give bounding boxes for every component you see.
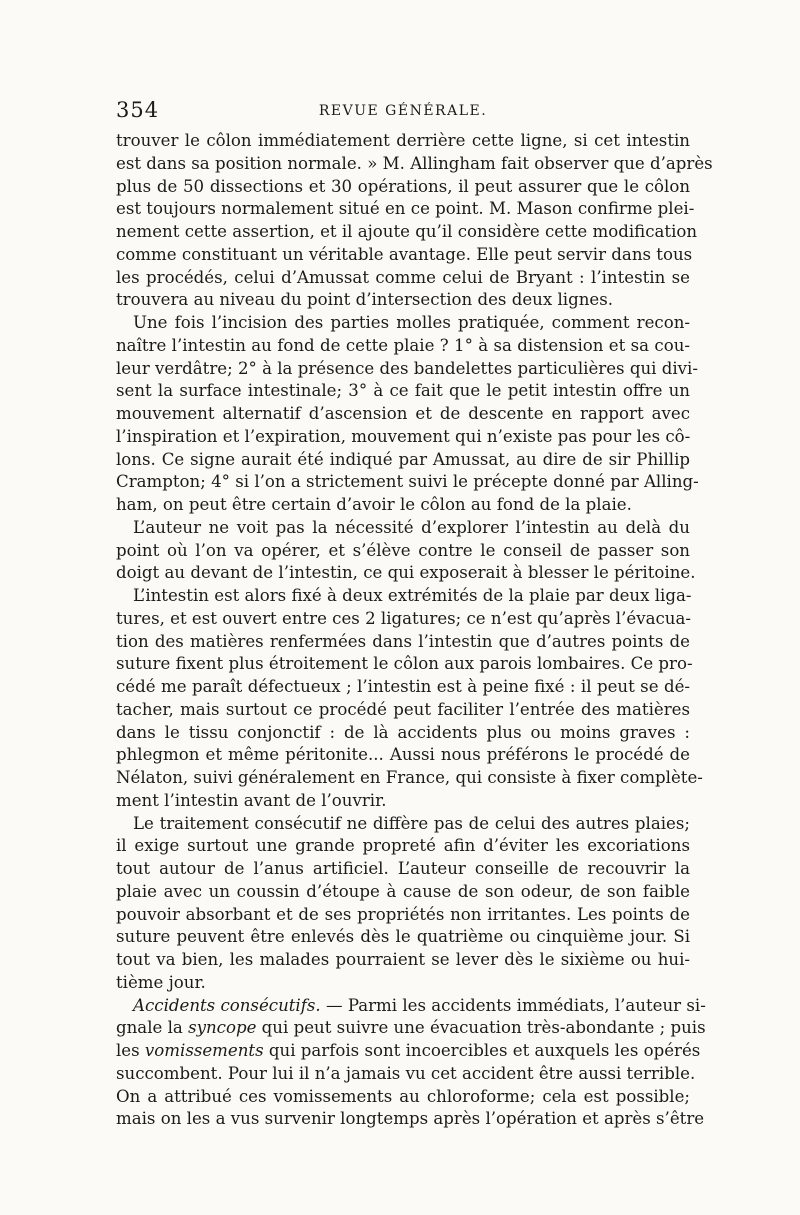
text-line bbox=[116, 494, 690, 517]
text-segment: il exige surtout une grande propreté afin d’éviter les excoriations bbox=[116, 836, 690, 856]
text-segment: qui parfois sont incoercibles et auxquels les opérés bbox=[263, 1041, 701, 1060]
text-segment: point où l’on va opérer, et s’élève contre le conseil de passer son bbox=[116, 540, 690, 560]
text-segment: Nélaton, suivi généralement en France, qui consiste à fixer complète- bbox=[116, 768, 703, 787]
text-line bbox=[116, 153, 713, 176]
text-segment: tures, et est ouvert entre ces 2 ligatures; ce n’est qu’après l’évacua- bbox=[116, 608, 691, 628]
text-segment: Le traitement consécutif ne diffère pas de celui des autres plaies; bbox=[133, 813, 690, 833]
text-segment: Crampton; 4° si l’on a strictement suivi le précepte donné par Alling- bbox=[116, 472, 699, 492]
text-segment: suture fixent plus étroitement le côlon aux parois lombaires. Ce pro- bbox=[116, 654, 693, 674]
text-segment: ham, on peut être certain d’avoir le côlon au fond de la plaie. bbox=[116, 495, 632, 514]
text-line bbox=[116, 790, 690, 813]
text-segment: est dans sa position normale. » M. Allingham fait observer que d’après bbox=[116, 153, 713, 173]
text-segment: pouvoir absorbant et de ses propriétés non irritantes. Les points de bbox=[116, 904, 690, 924]
text-segment: doigt au devant de l’intestin, ce qui exposerait à blesser le péritoine. bbox=[116, 563, 696, 583]
text-line bbox=[116, 858, 690, 881]
text-line bbox=[116, 631, 690, 654]
text-line bbox=[116, 995, 706, 1018]
text-segment: les bbox=[116, 1041, 145, 1060]
text-line bbox=[116, 471, 699, 494]
text-line bbox=[116, 722, 690, 745]
italic-term: Accidents consécutifs. bbox=[133, 995, 321, 1015]
text-line bbox=[116, 176, 690, 199]
text-line bbox=[116, 358, 698, 381]
text-line bbox=[116, 699, 690, 722]
text-segment: suture peuvent être enlevés dès le quatrième ou cinquième jour. Si bbox=[116, 927, 690, 947]
text-segment: L’intestin est alors fixé à deux extrémités de la plaie par deux liga- bbox=[133, 586, 692, 605]
text-segment: mouvement alternatif d’ascension et de descente en rapport avec bbox=[116, 404, 690, 423]
body-text bbox=[116, 130, 713, 1131]
text-line bbox=[116, 517, 690, 540]
text-line bbox=[116, 198, 695, 221]
text-segment: leur verdâtre; 2° à la présence des bandelettes particulières qui divi- bbox=[116, 358, 698, 378]
text-segment: phlegmon et même péritonite... Aussi nous préférons le procédé de bbox=[116, 745, 690, 765]
text-line bbox=[116, 1017, 706, 1040]
text-line bbox=[116, 312, 690, 335]
text-line bbox=[116, 221, 698, 244]
text-segment: tacher, mais surtout ce procédé peut faciliter l’entrée des matières bbox=[116, 699, 690, 719]
text-line bbox=[116, 676, 690, 699]
text-line bbox=[116, 744, 690, 767]
text-segment: mais on les a vus survenir longtemps après l’opération et après s’être bbox=[116, 1109, 705, 1129]
text-line bbox=[116, 835, 690, 858]
text-segment: plaie avec un coussin d’étoupe à cause de son odeur, de son faible bbox=[116, 881, 690, 901]
text-line bbox=[116, 585, 690, 608]
text-line bbox=[116, 449, 690, 472]
text-line bbox=[116, 403, 690, 426]
text-segment: tion des matières renfermées dans l’intestin que d’autres points de bbox=[116, 631, 690, 651]
text-line bbox=[116, 267, 690, 290]
text-segment: qui peut suivre une évacuation très-abondante ; puis bbox=[256, 1018, 706, 1038]
text-segment: cédé me paraît défectueux ; l’intestin est à peine fixé : il peut se dé- bbox=[116, 677, 690, 696]
text-line bbox=[116, 335, 690, 358]
text-segment: L’auteur ne voit pas la nécessité d’explorer l’intestin au delà du bbox=[133, 517, 690, 537]
text-line bbox=[116, 904, 690, 927]
text-line bbox=[116, 244, 693, 267]
text-line bbox=[116, 540, 690, 563]
text-segment: On a attribué ces vomissements au chloroforme; cela est possible; bbox=[116, 1086, 690, 1106]
text-segment: tième jour. bbox=[116, 972, 206, 992]
text-segment: Une fois l’incision des parties molles pratiquée, comment recon- bbox=[133, 313, 690, 332]
text-line bbox=[116, 380, 690, 403]
text-line bbox=[116, 562, 696, 585]
text-line bbox=[116, 1108, 705, 1131]
running-title: REVUE GÉNÉRALE. bbox=[318, 103, 488, 119]
italic-term: vomissements bbox=[144, 1041, 264, 1060]
text-segment: succombent. Pour lui il n’a jamais vu cet accident être aussi terrible. bbox=[116, 1063, 696, 1083]
page-number: 354 bbox=[116, 98, 160, 122]
text-segment: ment l’intestin avant de l’ouvrir. bbox=[116, 790, 387, 810]
text-line bbox=[116, 289, 690, 312]
text-segment: trouvera au niveau du point d’intersection des deux lignes. bbox=[116, 290, 614, 310]
text-line bbox=[116, 426, 690, 449]
page-header bbox=[116, 98, 690, 126]
text-segment: dans le tissu conjonctif : de là accidents plus ou moins graves : bbox=[116, 722, 690, 742]
text-segment: l’inspiration et l’expiration, mouvement qui n’existe pas pour les cô- bbox=[116, 426, 691, 446]
text-segment: nement cette assertion, et il ajoute qu’il considère cette modification bbox=[116, 222, 698, 241]
text-segment: — Parmi les accidents immédiats, l’auteur si- bbox=[320, 995, 706, 1015]
text-line bbox=[116, 949, 690, 972]
text-segment: lons. Ce signe aurait été indiqué par Amussat, au dire de sir Phillip bbox=[116, 449, 690, 469]
text-line bbox=[116, 813, 690, 836]
text-line bbox=[116, 608, 690, 631]
text-segment: tout autour de l’anus artificiel. L’auteur conseille de recouvrir la bbox=[116, 859, 690, 878]
text-line bbox=[116, 1063, 696, 1086]
text-segment: tout va bien, les malades pourraient se lever dès le sixième ou hui- bbox=[116, 950, 690, 969]
text-line bbox=[116, 767, 703, 790]
text-line bbox=[116, 653, 693, 676]
text-line bbox=[116, 1040, 701, 1063]
text-segment: sent la surface intestinale; 3° à ce fait que le petit intestin offre un bbox=[116, 381, 690, 401]
text-line bbox=[116, 1086, 690, 1109]
text-segment: trouver le côlon immédiatement derrière cette ligne, si cet intestin bbox=[116, 131, 690, 150]
text-segment: gnale la bbox=[116, 1018, 189, 1038]
text-line bbox=[116, 130, 690, 153]
italic-term: syncope bbox=[188, 1018, 257, 1038]
text-segment: plus de 50 dissections et 30 opérations, il peut assurer que le côlon bbox=[116, 176, 690, 196]
text-segment: les procédés, celui d’Amussat comme celui de Bryant : l’intestin se bbox=[116, 267, 690, 287]
text-segment: comme constituant un véritable avantage. Elle peut servir dans tous bbox=[116, 244, 693, 264]
text-segment: naître l’intestin au fond de cette plaie ? 1° à sa distension et sa cou- bbox=[116, 335, 690, 355]
text-line bbox=[116, 881, 690, 904]
text-line bbox=[116, 926, 690, 949]
text-segment: est toujours normalement situé en ce point. M. Mason confirme plei- bbox=[116, 199, 695, 219]
text-line bbox=[116, 972, 690, 995]
